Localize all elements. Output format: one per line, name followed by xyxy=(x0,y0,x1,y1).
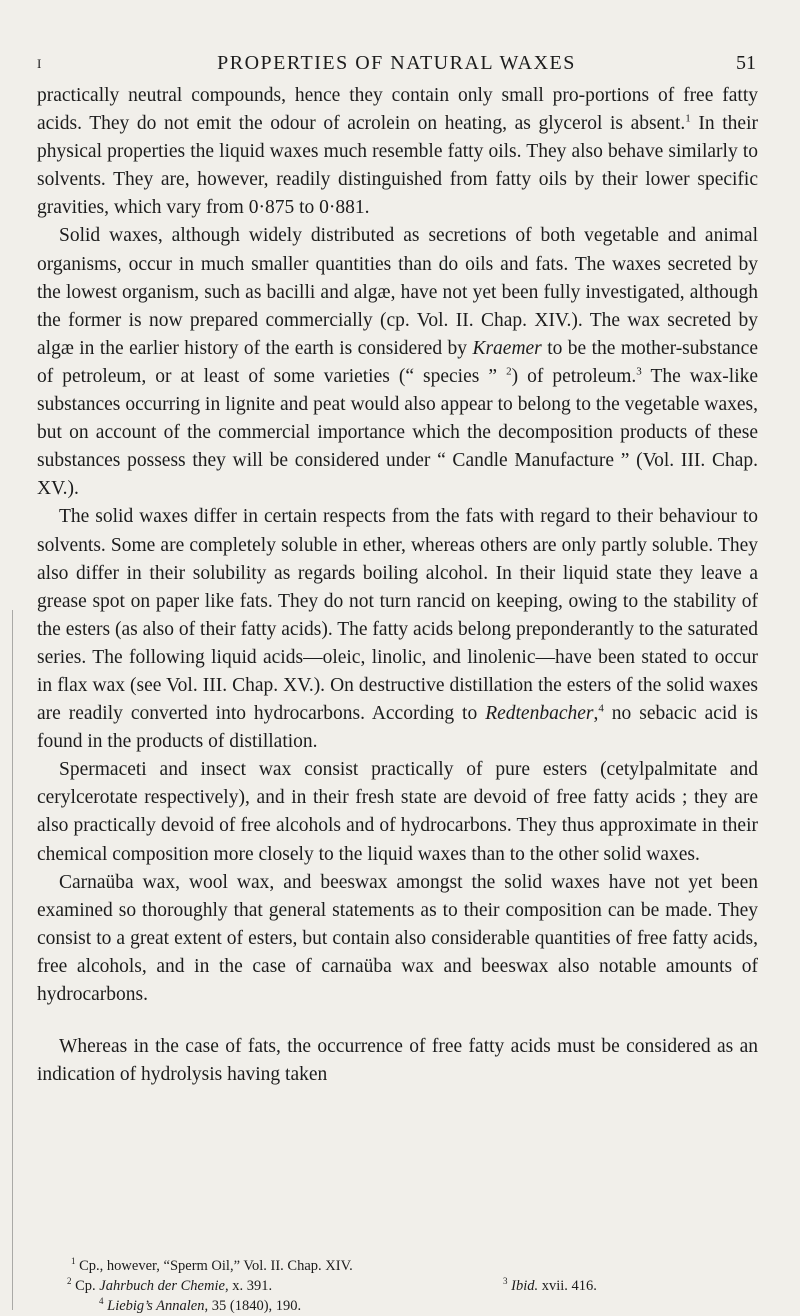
text-run: The wax-like substances occurring in lignite and peat would also appear to belong to the vegetable waxes, but on account of the commercial importance which the decomposition products of these substances possess they will be considered under “ Candle Manufacture ” (Vol. III. Chap. XV.). xyxy=(37,365,759,500)
text-run: Solid waxes, although widely distributed as secretions of both vegetable and animal organisms, occur in much smaller quantities than do oils and fats. The waxes secreted by the lowest organism, such as bacilli and algæ, have not yet been fully investigated, although the former is now prepared commercially (cp. Vol. II. Chap. XIV.). The wax secreted by algæ in the earlier history of the earth is considered by xyxy=(37,225,758,359)
text-run: to be the mother-substance of petroleum, or at least of some varieties (“ species ” xyxy=(37,337,758,387)
body-text xyxy=(37,82,758,1089)
running-title: PROPERTIES OF NATURAL WAXES xyxy=(217,52,576,74)
footnote-ref: 2 xyxy=(67,1276,72,1287)
text-run: Whereas in the case of fats, the occurrence of free fatty acids must be considered as an indication of hydrolysis having taken xyxy=(37,1036,758,1086)
text-run: ) of petroleum. xyxy=(511,365,637,387)
paragraph-3 xyxy=(37,503,758,756)
paragraph-2 xyxy=(37,222,758,503)
page-number: 51 xyxy=(736,52,756,74)
footnote-ref: 3 xyxy=(503,1276,508,1287)
signature-mark: I xyxy=(37,56,42,71)
footnote-3 xyxy=(503,1276,597,1296)
binding-shadow-line xyxy=(12,610,13,1310)
text-run: Cp. xyxy=(71,1278,100,1294)
footnote-ref: 4 xyxy=(598,702,604,715)
text-run: In their physical properties the liquid waxes much resemble fatty oils. They also behave similarly to solvents. They are, however, readily distinguished from fatty oils by their lower specific gravities, which vary from 0·875 to 0·881. xyxy=(37,113,759,219)
text-run: practically neutral compounds, hence they contain only small pro-portions of free fatty acids. They do not emit the odour of acrolein on heating, as glycerol is absent. xyxy=(37,85,758,135)
italic-text: Jahrbuch der Chemie xyxy=(99,1278,225,1294)
italic-text: Liebig’s Annalen xyxy=(107,1298,205,1314)
footnote-2 xyxy=(67,1276,272,1296)
italic-text: Kraemer xyxy=(472,337,542,359)
text-run: The solid waxes differ in certain respects from the fats with regard to their behaviour to solvents. Some are completely soluble in ether, whereas others are only partly soluble. They also differ in their solubility as regards boiling alcohol. In their liquid state they leave a grease spot on paper like fats. They do not turn rancid on keeping, owing to the stability of the esters (as also of their fatty acids). The fatty acids belong preponderantly to the saturated series. The following liquid acids—oleic, linolic, and linolenic—have been stated to occur in flax wax (see Vol. III. Chap. XV.). On destructive distillation the esters of the solid waxes are readily converted into hydrocarbons. According to xyxy=(37,506,758,725)
text-run: , x. 391. xyxy=(224,1278,273,1294)
paragraph-5 xyxy=(37,869,758,1009)
paragraph-4 xyxy=(37,756,758,868)
text-run: Carnaüba wax, wool wax, and beeswax amongst the solid waxes have not yet been examined so thoroughly that general statements as to their composition can be made. They consist to a great extent of esters, but contain also considerable quantities of free fatty acids, free alcohols, and in the case of carnaüba wax and beeswax also notable amounts of hydrocarbons. xyxy=(37,871,758,1005)
footnote-ref: 1 xyxy=(71,1256,76,1267)
text-run: no sebacic acid is found in the products of distillation. xyxy=(37,703,758,753)
footnote-4 xyxy=(99,1296,301,1316)
text-run: Spermaceti and insect wax consist practically of pure esters (cetylpalmitate and cerylcerotate respectively), and in their fresh state are devoid of free fatty acids ; they are also practically devoid of free alcohols and of hydrocarbons. They thus approximate in their chemical composition more closely to the liquid waxes than to the other solid waxes. xyxy=(37,759,758,865)
footnote-ref: 1 xyxy=(685,112,691,125)
text-run: Cp., however, “Sperm Oil,” Vol. II. Chap. XIV. xyxy=(75,1258,353,1274)
italic-text: Ibid. xyxy=(511,1278,539,1294)
footnote-ref: 4 xyxy=(99,1296,104,1307)
running-header xyxy=(37,46,756,76)
text-run: xvii. 416. xyxy=(538,1278,597,1294)
italic-text: Redtenbacher xyxy=(485,703,594,725)
footnote-ref: 2 xyxy=(506,365,512,378)
footnote-ref: 3 xyxy=(636,365,642,378)
text-run: , xyxy=(593,703,599,725)
paragraph-1 xyxy=(37,82,758,222)
text-run: , 35 (1840), 190. xyxy=(204,1298,302,1314)
paragraph-6 xyxy=(37,1033,758,1089)
footnote-1 xyxy=(71,1256,353,1276)
